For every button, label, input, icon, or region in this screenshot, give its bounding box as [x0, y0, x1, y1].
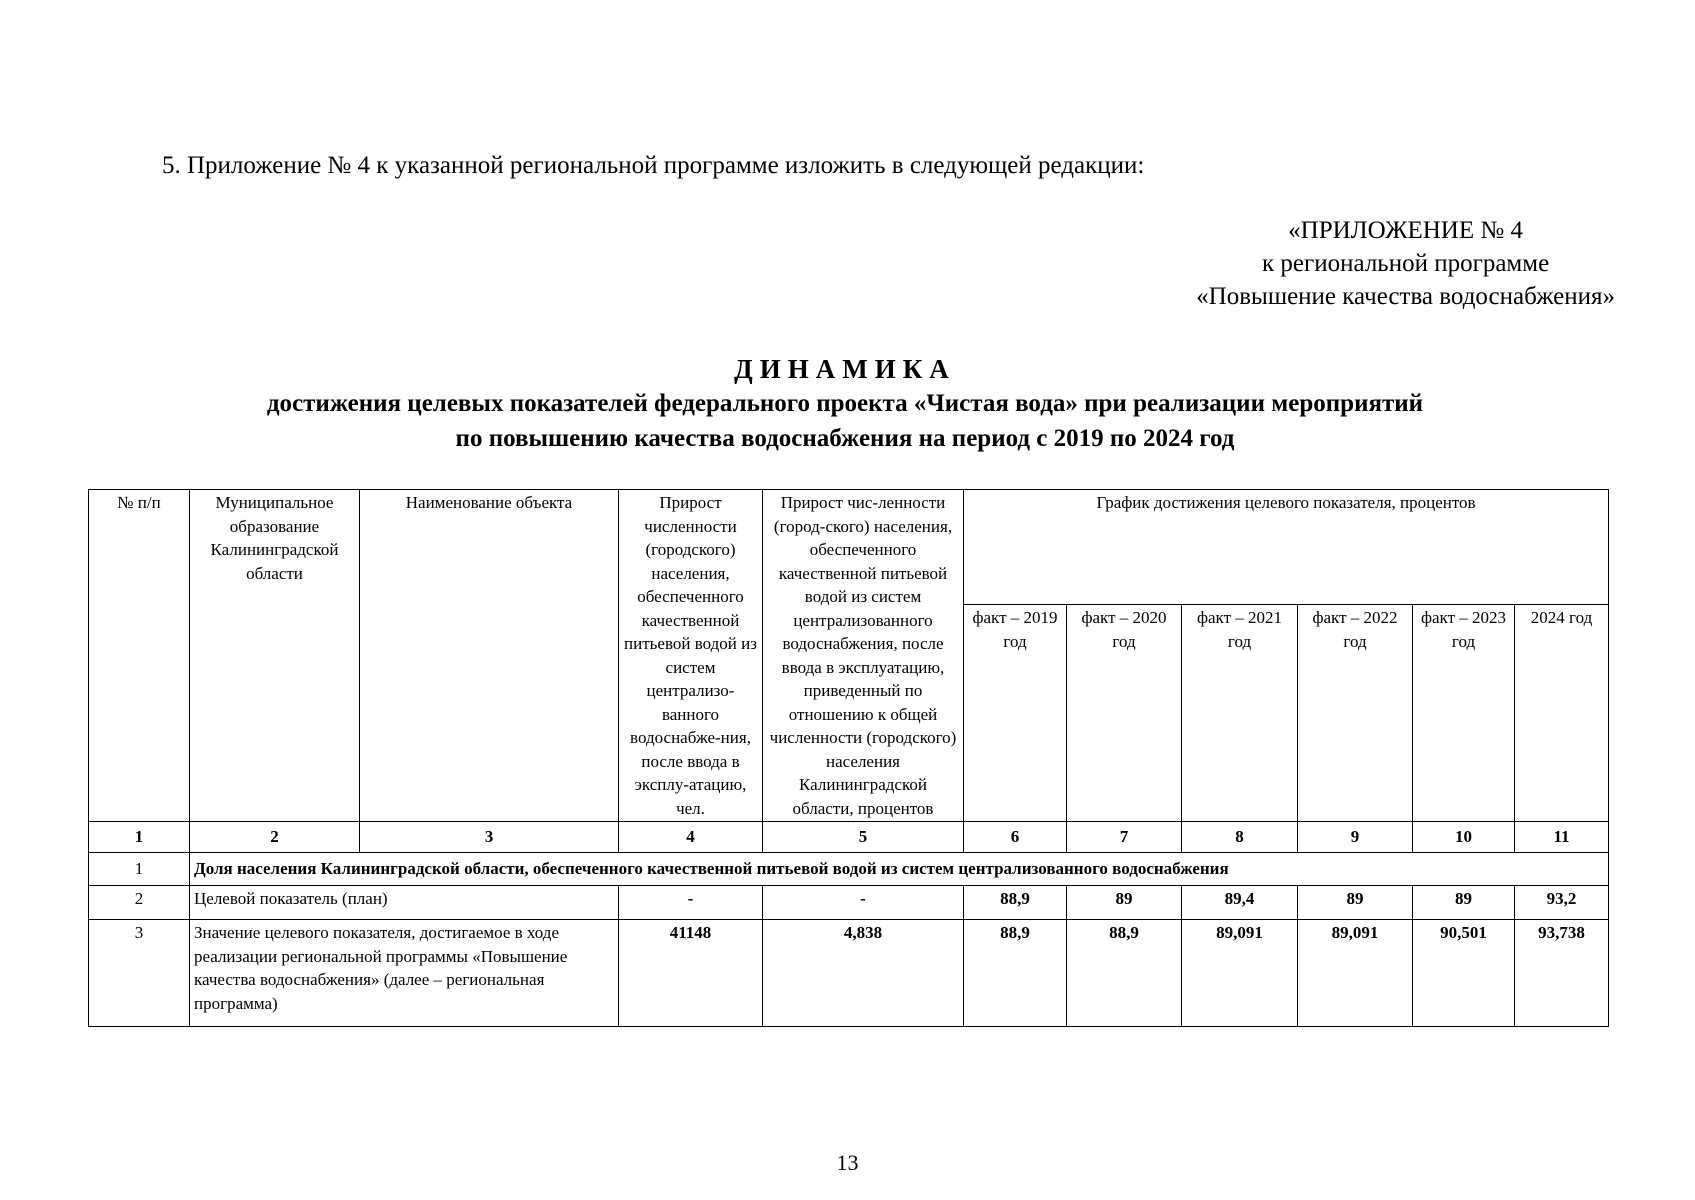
row-num: 2 — [89, 886, 190, 920]
row-num: 3 — [89, 920, 190, 1027]
column-number: 6 — [964, 822, 1067, 853]
title-sub-2: по повышению качества водоснабжения на период с 2019 по 2024 год — [455, 425, 1235, 452]
cell-2019: 88,9 — [964, 920, 1067, 1027]
column-number: 3 — [360, 822, 619, 853]
cell-2021: 89,091 — [1182, 920, 1298, 1027]
header-municipality: Муниципальное образование Калининградской области — [190, 490, 360, 822]
page-number: 13 — [836, 1150, 859, 1175]
cell-growth-abs: 41148 — [619, 920, 763, 1027]
header-schedule: График достижения целевого показателя, процентов — [964, 490, 1609, 605]
cell-growth-abs: - — [619, 886, 763, 920]
column-number: 11 — [1515, 822, 1609, 853]
cell-2023: 90,501 — [1413, 920, 1515, 1027]
header-year-2021: факт – 2021 год — [1182, 605, 1298, 822]
indicator-table — [88, 489, 1609, 1027]
header-year-2024: 2024 год — [1515, 605, 1609, 822]
appendix-line-3: «Повышение качества водоснабжения» — [1196, 283, 1615, 310]
row-label: Целевой показатель (план) — [190, 886, 619, 920]
column-number: 7 — [1067, 822, 1182, 853]
header-object: Наименование объекта — [360, 490, 619, 822]
column-number: 8 — [1182, 822, 1298, 853]
table-row-plan — [89, 886, 1609, 920]
header-growth-abs: Прирост численности (городского) населения, обеспеченного качественной питьевой водой из систем централизо-ванного водоснабже-ния, после ввода в эксплу-атацию, чел. — [619, 490, 763, 822]
column-number: 5 — [763, 822, 964, 853]
document-title — [80, 352, 1610, 456]
cell-growth-pct: - — [763, 886, 964, 920]
column-number: 10 — [1413, 822, 1515, 853]
cell-2020: 89 — [1067, 886, 1182, 920]
cell-2020: 88,9 — [1067, 920, 1182, 1027]
cell-growth-pct: 4,838 — [763, 920, 964, 1027]
header-year-2020: факт – 2020 год — [1067, 605, 1182, 822]
appendix-line-1: «ПРИЛОЖЕНИЕ № 4 — [1288, 217, 1523, 244]
cell-2022: 89,091 — [1298, 920, 1413, 1027]
table-row-value — [89, 920, 1609, 1027]
column-number: 9 — [1298, 822, 1413, 853]
cell-2021: 89,4 — [1182, 886, 1298, 920]
appendix-line-2: к региональной программе — [1262, 250, 1550, 277]
row-label: Значение целевого показателя, достигаемое в ходе реализации региональной программы «Повышение качества водоснабжения» (далее – региональная программа) — [190, 920, 619, 1027]
cell-2023: 89 — [1413, 886, 1515, 920]
header-year-2019: факт – 2019 год — [964, 605, 1067, 822]
column-number: 4 — [619, 822, 763, 853]
amendment-intro: 5. Приложение № 4 к указанной региональной программе изложить в следующей редакции: — [162, 152, 1145, 179]
column-number: 2 — [190, 822, 360, 853]
column-number: 1 — [89, 822, 190, 853]
column-numbers-row — [89, 822, 1609, 853]
header-year-2022: факт – 2022 год — [1298, 605, 1413, 822]
appendix-heading — [1196, 214, 1615, 313]
cell-2019: 88,9 — [964, 886, 1067, 920]
title-main: ДИНАМИКА — [734, 354, 956, 384]
cell-2024: 93,2 — [1515, 886, 1609, 920]
title-sub-1: достижения целевых показателей федерального проекта «Чистая вода» при реализации мероприятий — [266, 390, 1424, 417]
section-label: Доля населения Калининградской области, обеспеченного качественной питьевой водой из систем централизованного водоснабжения — [190, 853, 1609, 886]
header-growth-pct: Прирост чис-ленности (город-ского) населения, обеспеченного качественной питьевой водой из систем централизованного водоснабжения, после ввода в эксплуатацию, приведенный по отношению к общей численности (городского) населения Калининградской области, процентов — [763, 490, 964, 822]
row-num: 1 — [89, 853, 190, 886]
cell-2022: 89 — [1298, 886, 1413, 920]
header-num: № п/п — [89, 490, 190, 822]
header-year-2023: факт – 2023 год — [1413, 605, 1515, 822]
header-row-1 — [89, 490, 1609, 605]
table-row-section — [89, 853, 1609, 886]
cell-2024: 93,738 — [1515, 920, 1609, 1027]
